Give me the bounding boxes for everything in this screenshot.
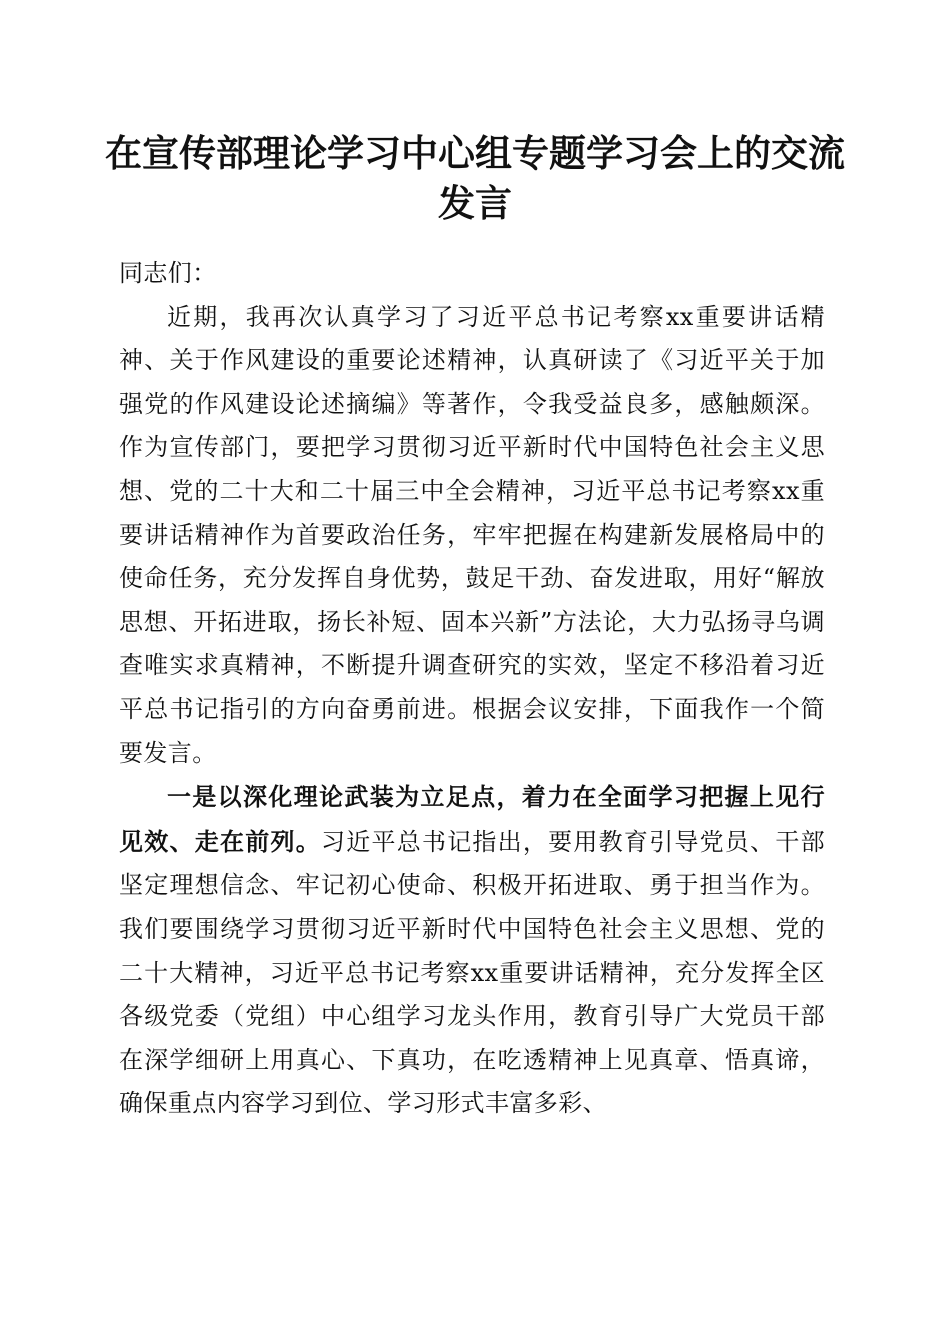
salutation: 同志们： <box>119 259 217 287</box>
paragraph-point-one <box>119 775 825 1126</box>
paragraph-point-one-text: 习近平总书记指出，要用教育引导党员、干部坚定理想信念、牢记初心使命、积极开拓进取、勇于担当作为。我们要围绕学习贯彻习近平新时代中国特色社会主义思想、党的二十大精神，习近平总书记考察xx重要讲话精神，充分发挥全区各级党委（党组）中心组学习龙头作用，教育引导广大党员干部在深学细研上用真心、下真功，在吃透精神上见真章、悟真谛，确保重点内容学习到位、学习形式丰富多彩、 <box>119 827 826 1118</box>
paragraph-intro: 近期，我再次认真学习了习近平总书记考察xx重要讲话精神、关于作风建设的重要论述精神，认真研读了《习近平关于加强党的作风建设论述摘编》等著作，令我受益良多，感触颇深。作为宣传部门，要把学习贯彻习近平新时代中国特色社会主义思想、党的二十大和二十届三中全会精神，习近平总书记考察xx重要讲话精神作为首要政治任务，牢牢把握在构建新发展格局中的使命任务，充分发挥自身优势，鼓足干劲、奋发进取，用好“解放思想、开拓进取，扬长补短、固本兴新”方法论，大力弘扬寻乌调查唯实求真精神，不断提升调查研究的实效，坚定不移沿着习近平总书记指引的方向奋勇前进。根据会议安排，下面我作一个简要发言。 <box>119 302 825 767</box>
document-title: 在宣传部理论学习中心组专题学习会上的交流发言 <box>105 131 845 225</box>
paragraph-point-one-heading: 一是以深化理论武装为立足点，着力在全面学习把握上见行见效、走在前列。 <box>119 782 825 856</box>
document-body <box>119 252 825 1126</box>
